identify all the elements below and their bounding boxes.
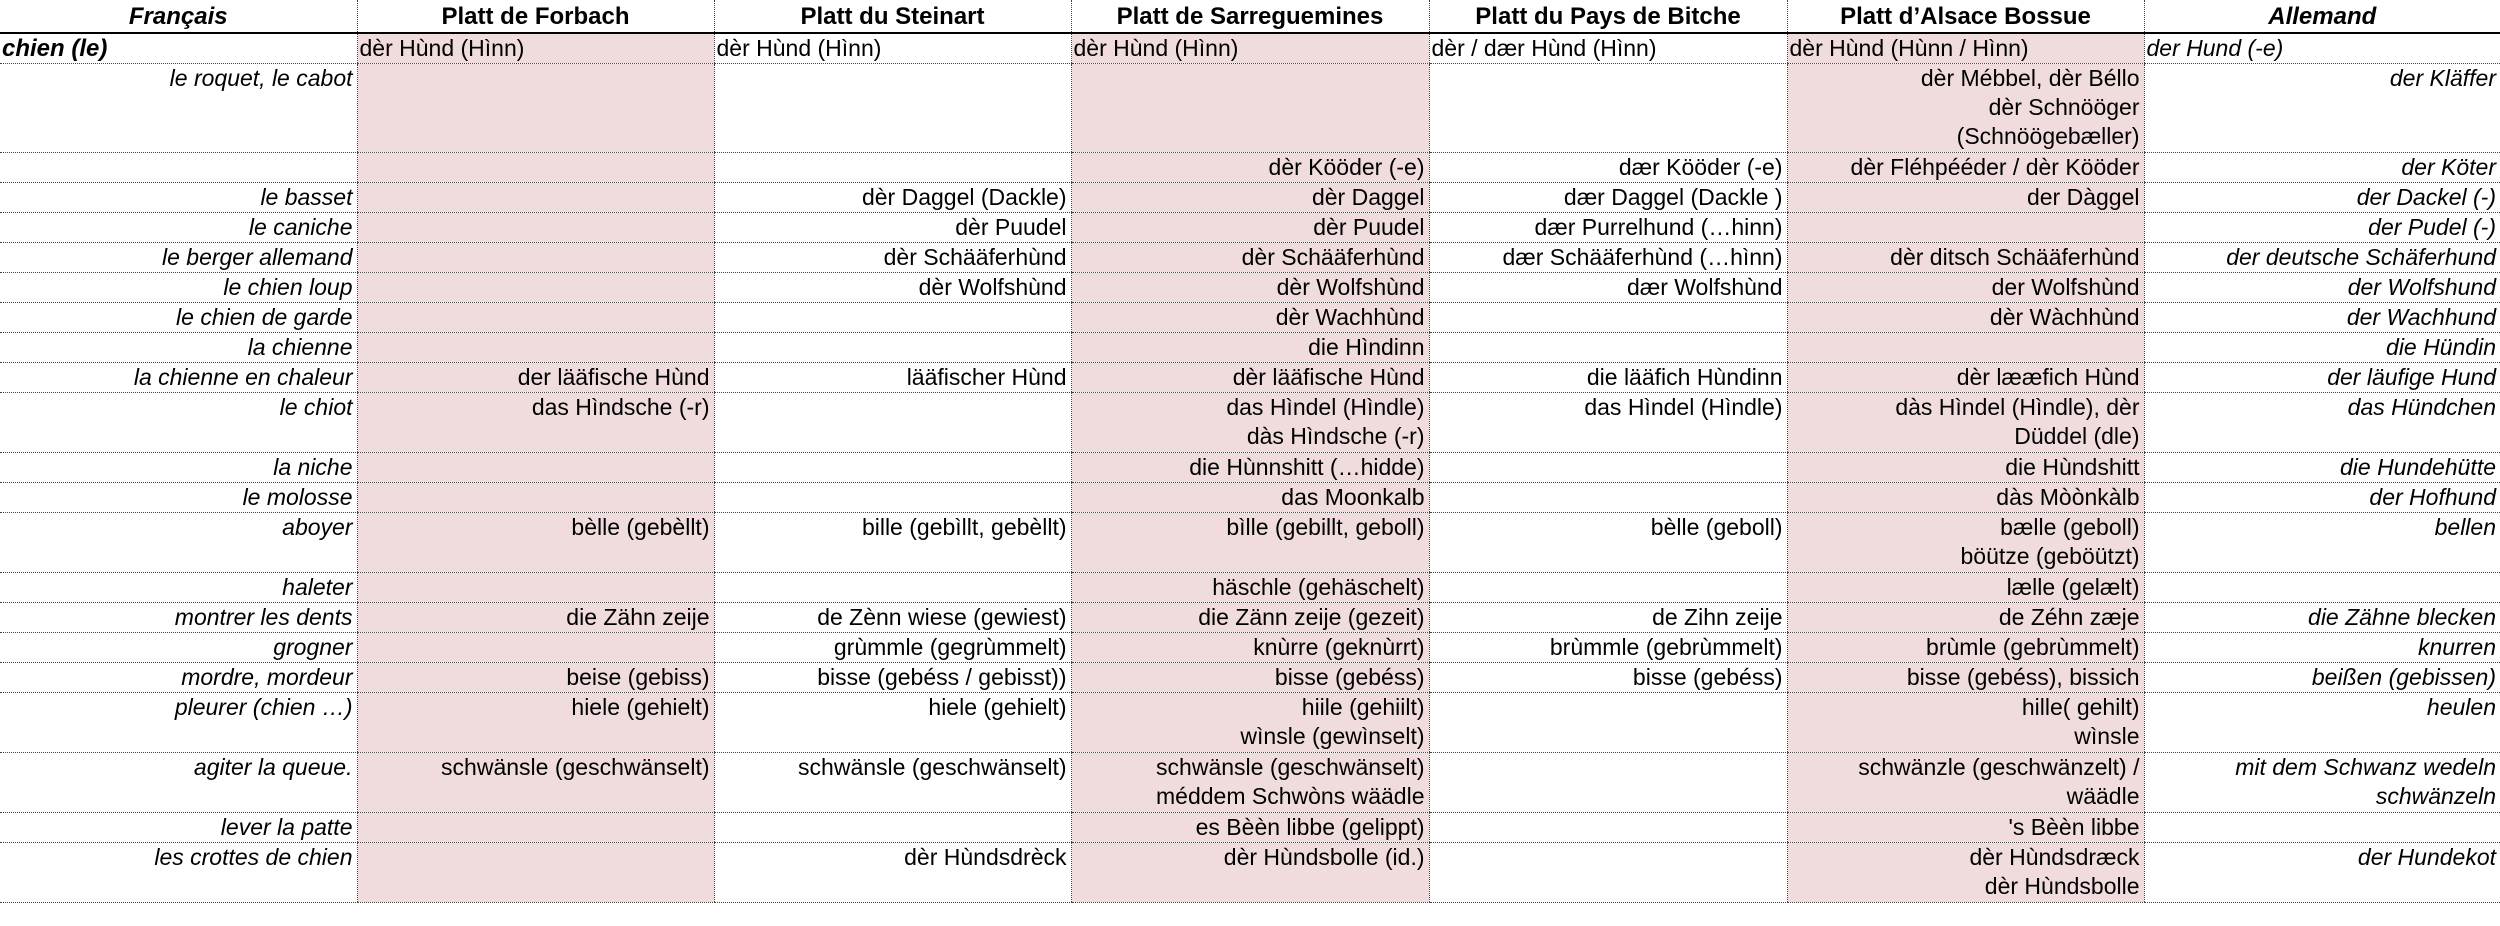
cell-allemand: heulen	[2144, 693, 2500, 753]
cell-sarreguemines: das Hìndel (Hìndle) dàs Hìndsche (-r)	[1071, 393, 1429, 453]
cell-sarreguemines: bìlle (gebillt, geboll)	[1071, 513, 1429, 573]
cell-steinart: bisse (gebéss / gebisst))	[714, 663, 1071, 693]
cell-bitche: dær Daggel (Dackle )	[1429, 183, 1787, 213]
cell-sarreguemines: bisse (gebéss)	[1071, 663, 1429, 693]
cell-forbach: das Hìndsche (-r)	[357, 393, 714, 453]
cell-alsace-bossue: dàs Hìndel (Hìndle), dèr Düddel (dle)	[1787, 393, 2144, 453]
cell-allemand: der Dackel (-)	[2144, 183, 2500, 213]
cell-steinart	[714, 333, 1071, 363]
cell-bitche: das Hìndel (Hìndle)	[1429, 393, 1787, 453]
cell-sarreguemines: die Zänn zeije (gezeit)	[1071, 603, 1429, 633]
table-row	[0, 213, 2500, 243]
cell-sarreguemines: dèr Kööder (-e)	[1071, 153, 1429, 183]
table-row	[0, 753, 2500, 813]
header-platt-sarreguemines: Platt de Sarreguemines	[1071, 0, 1429, 33]
cell-sarreguemines: hiile (gehiilt) wìnsle (gewìnselt)	[1071, 693, 1429, 753]
cell-alsace-bossue: dèr Fléhpééder / dèr Kööder	[1787, 153, 2144, 183]
cell-allemand: mit dem Schwanz wedeln schwänzeln	[2144, 753, 2500, 813]
cell-forbach	[357, 153, 714, 183]
table-row	[0, 573, 2500, 603]
cell-allemand: das Hündchen	[2144, 393, 2500, 453]
cell-bitche	[1429, 303, 1787, 333]
cell-alsace-bossue: bælle (geboll) böütze (geböützt)	[1787, 513, 2144, 573]
cell-francais: le chiot	[0, 393, 357, 453]
table-row	[0, 33, 2500, 64]
cell-allemand: der Pudel (-)	[2144, 213, 2500, 243]
table-row	[0, 273, 2500, 303]
cell-sarreguemines: dèr Schääferhùnd	[1071, 243, 1429, 273]
cell-francais: la chienne en chaleur	[0, 363, 357, 393]
cell-francais: aboyer	[0, 513, 357, 573]
table-row	[0, 303, 2500, 333]
table-row	[0, 813, 2500, 843]
cell-alsace-bossue: de Zéhn zæje	[1787, 603, 2144, 633]
cell-allemand: bellen	[2144, 513, 2500, 573]
cell-francais: haleter	[0, 573, 357, 603]
cell-francais: pleurer (chien …)	[0, 693, 357, 753]
cell-steinart: dèr Schääferhùnd	[714, 243, 1071, 273]
cell-alsace-bossue: dèr lææfich Hùnd	[1787, 363, 2144, 393]
cell-alsace-bossue	[1787, 333, 2144, 363]
cell-sarreguemines: schwänsle (geschwänselt) méddem Schwòns wäädle	[1071, 753, 1429, 813]
cell-francais: le berger allemand	[0, 243, 357, 273]
cell-forbach	[357, 243, 714, 273]
header-platt-alsace-bossue: Platt d’Alsace Bossue	[1787, 0, 2144, 33]
table-row	[0, 513, 2500, 573]
cell-allemand	[2144, 573, 2500, 603]
table-row	[0, 483, 2500, 513]
cell-allemand: der Wolfshund	[2144, 273, 2500, 303]
cell-francais: agiter la queue.	[0, 753, 357, 813]
cell-steinart	[714, 153, 1071, 183]
cell-bitche	[1429, 333, 1787, 363]
cell-forbach	[357, 213, 714, 243]
cell-alsace-bossue: schwänzle (geschwänzelt) / wäädle	[1787, 753, 2144, 813]
cell-allemand: die Hundehütte	[2144, 453, 2500, 483]
cell-steinart	[714, 453, 1071, 483]
cell-francais: le chien de garde	[0, 303, 357, 333]
header-platt-bitche: Platt du Pays de Bitche	[1429, 0, 1787, 33]
cell-steinart	[714, 483, 1071, 513]
cell-bitche: dær Schääferhùnd (…hìnn)	[1429, 243, 1787, 273]
table-row	[0, 843, 2500, 903]
cell-sarreguemines: dèr Wachhùnd	[1071, 303, 1429, 333]
cell-francais: le caniche	[0, 213, 357, 243]
table-row	[0, 363, 2500, 393]
cell-sarreguemines: dèr Hùnd (Hìnn)	[1071, 33, 1429, 64]
cell-bitche	[1429, 813, 1787, 843]
cell-forbach: bèlle (gebèllt)	[357, 513, 714, 573]
cell-sarreguemines: die Hùnnshitt (…hidde)	[1071, 453, 1429, 483]
cell-sarreguemines: es Bèèn libbe (gelippt)	[1071, 813, 1429, 843]
cell-forbach	[357, 483, 714, 513]
cell-steinart: dèr Puudel	[714, 213, 1071, 243]
cell-forbach	[357, 573, 714, 603]
header-francais: Français	[0, 0, 357, 33]
table-row	[0, 693, 2500, 753]
cell-allemand: der Hofhund	[2144, 483, 2500, 513]
table-row	[0, 603, 2500, 633]
cell-sarreguemines: dèr Hùndsbolle (id.)	[1071, 843, 1429, 903]
cell-bitche: die lääfich Hùndinn	[1429, 363, 1787, 393]
cell-forbach: die Zähn zeije	[357, 603, 714, 633]
header-platt-forbach: Platt de Forbach	[357, 0, 714, 33]
cell-francais: lever la patte	[0, 813, 357, 843]
cell-alsace-bossue: dèr Hùndsdræck dèr Hùndsbolle	[1787, 843, 2144, 903]
table-row	[0, 64, 2500, 153]
cell-allemand: die Zähne blecken	[2144, 603, 2500, 633]
cell-allemand: der Köter	[2144, 153, 2500, 183]
cell-bitche: dèr / dær Hùnd (Hìnn)	[1429, 33, 1787, 64]
cell-bitche	[1429, 843, 1787, 903]
cell-steinart: dèr Wolfshùnd	[714, 273, 1071, 303]
cell-forbach	[357, 333, 714, 363]
cell-forbach: hiele (gehielt)	[357, 693, 714, 753]
cell-steinart: dèr Daggel (Dackle)	[714, 183, 1071, 213]
header-platt-steinart: Platt du Steinart	[714, 0, 1071, 33]
cell-steinart	[714, 813, 1071, 843]
table-row	[0, 663, 2500, 693]
cell-forbach: schwänsle (geschwänselt)	[357, 753, 714, 813]
cell-steinart: dèr Hùnd (Hìnn)	[714, 33, 1071, 64]
cell-alsace-bossue: dèr Mébbel, dèr Béllo dèr Schnööger (Schnöögebæller)	[1787, 64, 2144, 153]
cell-bitche: dær Kööder (-e)	[1429, 153, 1787, 183]
cell-allemand: der Wachhund	[2144, 303, 2500, 333]
cell-bitche	[1429, 64, 1787, 153]
cell-forbach: beise (gebiss)	[357, 663, 714, 693]
cell-allemand	[2144, 813, 2500, 843]
table-body	[0, 33, 2500, 903]
cell-alsace-bossue: brùmle (gebrùmmelt)	[1787, 633, 2144, 663]
cell-francais: les crottes de chien	[0, 843, 357, 903]
cell-allemand: der läufige Hund	[2144, 363, 2500, 393]
cell-sarreguemines: dèr lääfische Hùnd	[1071, 363, 1429, 393]
cell-steinart: grùmmle (gegrùmmelt)	[714, 633, 1071, 663]
cell-steinart	[714, 393, 1071, 453]
cell-sarreguemines: häschle (gehäschelt)	[1071, 573, 1429, 603]
cell-sarreguemines: knùrre (geknùrrt)	[1071, 633, 1429, 663]
cell-steinart: lääfischer Hùnd	[714, 363, 1071, 393]
cell-bitche	[1429, 693, 1787, 753]
cell-alsace-bossue: hille( gehilt) wìnsle	[1787, 693, 2144, 753]
cell-forbach	[357, 183, 714, 213]
cell-forbach	[357, 303, 714, 333]
header-row	[0, 0, 2500, 33]
cell-steinart	[714, 64, 1071, 153]
header-allemand: Allemand	[2144, 0, 2500, 33]
cell-alsace-bossue: dàs Mòònkàlb	[1787, 483, 2144, 513]
cell-alsace-bossue: dèr ditsch Schääferhùnd	[1787, 243, 2144, 273]
cell-steinart	[714, 303, 1071, 333]
table-row	[0, 183, 2500, 213]
cell-sarreguemines: dèr Daggel	[1071, 183, 1429, 213]
cell-alsace-bossue: der Wolfshùnd	[1787, 273, 2144, 303]
cell-forbach	[357, 813, 714, 843]
cell-steinart: schwänsle (geschwänselt)	[714, 753, 1071, 813]
cell-alsace-bossue: dèr Hùnd (Hùnn / Hìnn)	[1787, 33, 2144, 64]
cell-francais: chien (le)	[0, 33, 357, 64]
cell-sarreguemines: dèr Wolfshùnd	[1071, 273, 1429, 303]
cell-allemand: der deutsche Schäferhund	[2144, 243, 2500, 273]
cell-sarreguemines: die Hìndinn	[1071, 333, 1429, 363]
cell-francais: le chien loup	[0, 273, 357, 303]
cell-steinart: hiele (gehielt)	[714, 693, 1071, 753]
cell-allemand: der Kläffer	[2144, 64, 2500, 153]
cell-steinart	[714, 573, 1071, 603]
cell-bitche	[1429, 453, 1787, 483]
cell-forbach	[357, 273, 714, 303]
cell-francais: le molosse	[0, 483, 357, 513]
cell-francais	[0, 153, 357, 183]
cell-bitche	[1429, 573, 1787, 603]
cell-allemand: die Hündin	[2144, 333, 2500, 363]
cell-francais: le basset	[0, 183, 357, 213]
cell-bitche	[1429, 753, 1787, 813]
cell-sarreguemines	[1071, 64, 1429, 153]
cell-bitche: brùmmle (gebrùmmelt)	[1429, 633, 1787, 663]
cell-allemand: der Hund (-e)	[2144, 33, 2500, 64]
table-row	[0, 393, 2500, 453]
cell-bitche	[1429, 483, 1787, 513]
table-row	[0, 633, 2500, 663]
cell-francais: le roquet, le cabot	[0, 64, 357, 153]
cell-allemand: knurren	[2144, 633, 2500, 663]
cell-forbach	[357, 453, 714, 483]
cell-alsace-bossue	[1787, 213, 2144, 243]
table-row	[0, 333, 2500, 363]
cell-alsace-bossue: lælle (gelælt)	[1787, 573, 2144, 603]
cell-steinart: de Zènn wiese (gewiest)	[714, 603, 1071, 633]
cell-steinart: dèr Hùndsdrèck	[714, 843, 1071, 903]
cell-sarreguemines: dèr Puudel	[1071, 213, 1429, 243]
cell-alsace-bossue: der Dàggel	[1787, 183, 2144, 213]
cell-forbach: der lääfische Hùnd	[357, 363, 714, 393]
table-row	[0, 153, 2500, 183]
cell-bitche: bisse (gebéss)	[1429, 663, 1787, 693]
cell-allemand: beißen (gebissen)	[2144, 663, 2500, 693]
cell-forbach	[357, 64, 714, 153]
cell-sarreguemines: das Moonkalb	[1071, 483, 1429, 513]
cell-francais: montrer les dents	[0, 603, 357, 633]
cell-francais: la niche	[0, 453, 357, 483]
cell-forbach: dèr Hùnd (Hìnn)	[357, 33, 714, 64]
cell-forbach	[357, 843, 714, 903]
cell-allemand: der Hundekot	[2144, 843, 2500, 903]
cell-francais: mordre, mordeur	[0, 663, 357, 693]
cell-bitche: dær Purrelhund (…hinn)	[1429, 213, 1787, 243]
cell-bitche: bèlle (geboll)	[1429, 513, 1787, 573]
cell-francais: la chienne	[0, 333, 357, 363]
cell-bitche: de Zihn zeije	[1429, 603, 1787, 633]
table-row	[0, 453, 2500, 483]
cell-alsace-bossue: bisse (gebéss), bissich	[1787, 663, 2144, 693]
cell-bitche: dær Wolfshùnd	[1429, 273, 1787, 303]
cell-alsace-bossue: die Hùndshitt	[1787, 453, 2144, 483]
table-row	[0, 243, 2500, 273]
cell-alsace-bossue: 's Bèèn libbe	[1787, 813, 2144, 843]
cell-alsace-bossue: dèr Wàchhùnd	[1787, 303, 2144, 333]
cell-francais: grogner	[0, 633, 357, 663]
cell-steinart: bille (gebìllt, gebèllt)	[714, 513, 1071, 573]
cell-forbach	[357, 633, 714, 663]
